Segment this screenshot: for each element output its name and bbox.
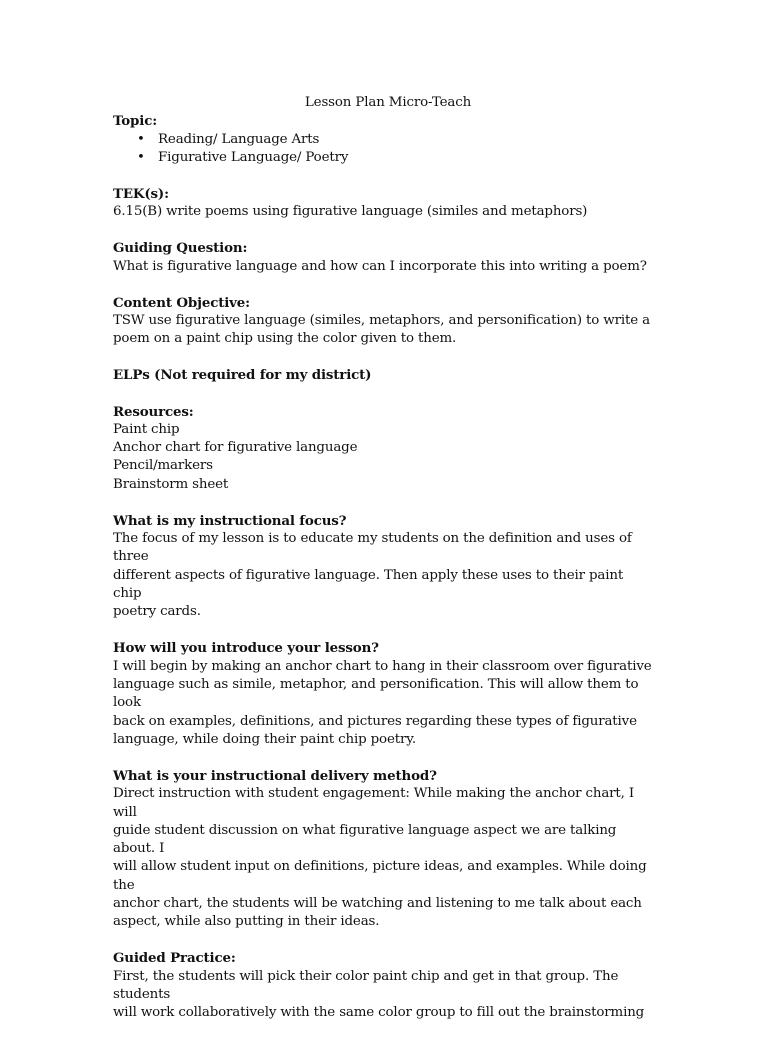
content-objective-line: TSW use figurative language (similes, metaphors, and personification) to write a xyxy=(113,313,650,329)
teks-body: 6.15(B) write poems using figurative language (similes and metaphors) xyxy=(113,204,588,220)
resources-section xyxy=(113,403,653,494)
resource-item: Brainstorm sheet xyxy=(113,476,229,492)
guiding-question-body: What is figurative language and how can I incorporate this into writing a poem? xyxy=(113,258,647,274)
document-title: Lesson Plan Micro-Teach xyxy=(304,95,472,110)
delivery-method-line: anchor chart, the students will be watching and listening to me talk about each xyxy=(113,896,642,912)
introduce-lesson-heading: How will you introduce your lesson? xyxy=(113,640,379,657)
guiding-question-heading: Guiding Question: xyxy=(113,240,248,257)
topic-section xyxy=(113,112,653,167)
topic-bullet-text: Reading/ Language Arts xyxy=(158,131,320,147)
delivery-method-line: Direct instruction with student engagement: While making the anchor chart, I will xyxy=(113,786,639,820)
delivery-method-line: guide student discussion on what figurative language aspect we are talking about. I xyxy=(113,822,621,857)
guided-practice-section xyxy=(113,949,653,1022)
introduce-lesson-line: language, while doing their paint chip poetry. xyxy=(113,731,416,747)
introduce-lesson-section xyxy=(113,639,653,749)
resource-item: Paint chip xyxy=(113,421,180,437)
bullet-icon: • xyxy=(137,131,145,147)
topic-bullet-text: Figurative Language/ Poetry xyxy=(158,149,349,165)
introduce-lesson-line: I will begin by making an anchor chart to hang in their classroom over figurative xyxy=(113,658,652,674)
teks-section xyxy=(113,185,653,222)
document-page xyxy=(113,94,653,1040)
list-item xyxy=(113,149,653,167)
delivery-method-section xyxy=(113,767,653,932)
instructional-focus-section xyxy=(113,512,653,622)
resources-heading: Resources: xyxy=(113,403,194,420)
list-item xyxy=(113,131,653,149)
instructional-focus-line: different aspects of figurative language. Then apply these uses to their paint chip xyxy=(113,567,628,602)
teks-heading: TEK(s): xyxy=(113,185,169,202)
instructional-focus-heading: What is my instructional focus? xyxy=(113,512,347,529)
instructional-focus-line: The focus of my lesson is to educate my students on the definition and uses of three xyxy=(113,531,636,565)
elps-heading: ELPs (Not required for my district) xyxy=(113,367,372,384)
delivery-method-heading: What is your instructional delivery method? xyxy=(113,767,437,784)
guiding-question-section xyxy=(113,239,653,276)
elps-section xyxy=(113,366,653,384)
guided-practice-heading: Guided Practice: xyxy=(113,950,236,967)
content-objective-section xyxy=(113,294,653,349)
content-objective-heading: Content Objective: xyxy=(113,294,250,311)
instructional-focus-line: poetry cards. xyxy=(113,604,201,620)
guided-practice-line: will work collaboratively with the same color group to fill out the brainstorming xyxy=(113,1005,645,1021)
resource-item: Anchor chart for figurative language xyxy=(113,440,358,456)
guided-practice-line: First, the students will pick their color paint chip and get in that group. The students xyxy=(113,968,623,1003)
topic-bullet-list xyxy=(113,131,653,168)
resource-item: Pencil/markers xyxy=(113,458,213,474)
topic-heading: Topic: xyxy=(113,113,158,130)
content-objective-line: poem on a paint chip using the color given to them. xyxy=(113,331,457,347)
bullet-icon: • xyxy=(137,149,145,165)
introduce-lesson-line: language such as simile, metaphor, and personification. This will allow them to look xyxy=(113,677,643,711)
delivery-method-line: will allow student input on definitions, picture ideas, and examples. While doing the xyxy=(113,859,651,893)
delivery-method-line: aspect, while also putting in their ideas. xyxy=(113,914,380,930)
introduce-lesson-line: back on examples, definitions, and pictures regarding these types of figurative xyxy=(113,713,637,729)
